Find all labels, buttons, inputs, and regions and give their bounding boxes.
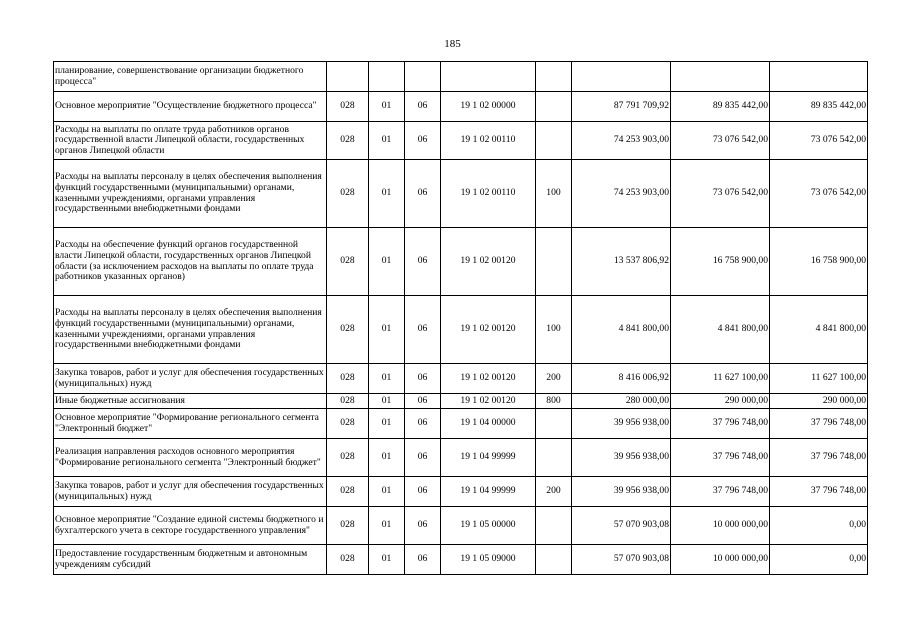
target-article: 19 1 04 00000: [441, 409, 536, 439]
amount-2021: 4 841 800,00: [770, 296, 868, 364]
amount-2020: 73 076 542,00: [671, 160, 770, 228]
amount-2020: 37 796 748,00: [671, 477, 770, 507]
expense-type: 100: [536, 160, 572, 228]
amount-2020: 290 000,00: [671, 394, 770, 409]
target-article: 19 1 04 99999: [441, 477, 536, 507]
row-name: Расходы на обеспечение функций органов государственной власти Липецкой области, государственных органов Липецкой области (за исключением расходов на выплаты по оплате труда работников указанных органов): [54, 228, 327, 296]
subsection-code: 06: [405, 92, 441, 122]
admin-code: 028: [327, 477, 369, 507]
amount-2021: 11 627 100,00: [770, 364, 868, 394]
amount-2021: [770, 62, 868, 92]
subsection-code: 06: [405, 439, 441, 477]
row-name: планирование, совершенствование организации бюджетного процесса": [54, 62, 327, 92]
target-article: 19 1 04 99999: [441, 439, 536, 477]
amount-2019: 39 956 938,00: [572, 409, 671, 439]
subsection-code: 06: [405, 296, 441, 364]
admin-code: 028: [327, 160, 369, 228]
table-row: [54, 160, 868, 228]
section-code: 01: [369, 228, 405, 296]
amount-2021: 0,00: [770, 545, 868, 575]
expense-type: [536, 507, 572, 545]
expense-type: [536, 409, 572, 439]
subsection-code: 06: [405, 409, 441, 439]
budget-table: [53, 61, 868, 575]
target-article: 19 1 02 00120: [441, 394, 536, 409]
section-code: [369, 62, 405, 92]
section-code: 01: [369, 122, 405, 160]
expense-type: 800: [536, 394, 572, 409]
row-name: Расходы на выплаты персоналу в целях обеспечения выполнения функций государственными (муниципальными) органами, казенными учреждениями, органами управления государственными внебюджетными фондами: [54, 160, 327, 228]
admin-code: 028: [327, 92, 369, 122]
amount-2021: 89 835 442,00: [770, 92, 868, 122]
amount-2019: 280 000,00: [572, 394, 671, 409]
subsection-code: 06: [405, 160, 441, 228]
amount-2020: 37 796 748,00: [671, 409, 770, 439]
row-name: Иные бюджетные ассигнования: [54, 394, 327, 409]
table-row: [54, 507, 868, 545]
expense-type: 200: [536, 477, 572, 507]
amount-2020: 73 076 542,00: [671, 122, 770, 160]
table-row: [54, 62, 868, 92]
section-code: 01: [369, 477, 405, 507]
expense-type: [536, 62, 572, 92]
table-row: [54, 409, 868, 439]
expense-type: [536, 92, 572, 122]
expense-type: [536, 439, 572, 477]
subsection-code: 06: [405, 228, 441, 296]
amount-2021: 290 000,00: [770, 394, 868, 409]
admin-code: 028: [327, 122, 369, 160]
target-article: [441, 62, 536, 92]
target-article: 19 1 02 00120: [441, 364, 536, 394]
row-name: Основное мероприятие "Создание единой системы бюджетного и бухгалтерского учета в секторе государственного управления": [54, 507, 327, 545]
expense-type: [536, 545, 572, 575]
table-row: [54, 477, 868, 507]
row-name: Основное мероприятие "Осуществление бюджетного процесса": [54, 92, 327, 122]
expense-type: [536, 122, 572, 160]
expense-type: 200: [536, 364, 572, 394]
amount-2021: 73 076 542,00: [770, 160, 868, 228]
row-name: Основное мероприятие "Формирование регионального сегмента "Электронный бюджет": [54, 409, 327, 439]
subsection-code: 06: [405, 507, 441, 545]
subsection-code: 06: [405, 477, 441, 507]
amount-2021: 37 796 748,00: [770, 409, 868, 439]
amount-2019: 13 537 806,92: [572, 228, 671, 296]
subsection-code: 06: [405, 122, 441, 160]
amount-2020: [671, 62, 770, 92]
section-code: 01: [369, 439, 405, 477]
admin-code: 028: [327, 409, 369, 439]
target-article: 19 1 02 00000: [441, 92, 536, 122]
expense-type: [536, 228, 572, 296]
section-code: 01: [369, 92, 405, 122]
admin-code: 028: [327, 364, 369, 394]
admin-code: 028: [327, 228, 369, 296]
amount-2021: 73 076 542,00: [770, 122, 868, 160]
amount-2019: 74 253 903,00: [572, 160, 671, 228]
target-article: 19 1 02 00110: [441, 160, 536, 228]
target-article: 19 1 02 00110: [441, 122, 536, 160]
amount-2021: 16 758 900,00: [770, 228, 868, 296]
page-number: 185: [444, 38, 461, 50]
row-name: Предоставление государственным бюджетным и автономным учреждениям субсидий: [54, 545, 327, 575]
admin-code: 028: [327, 507, 369, 545]
amount-2019: 39 956 938,00: [572, 439, 671, 477]
amount-2019: 74 253 903,00: [572, 122, 671, 160]
table-row: [54, 394, 868, 409]
row-name: Реализация направления расходов основного мероприятия "Формирование регионального сегмента "Электронный бюджет": [54, 439, 327, 477]
admin-code: 028: [327, 545, 369, 575]
amount-2020: 4 841 800,00: [671, 296, 770, 364]
row-name: Расходы на выплаты персоналу в целях обеспечения выполнения функций государственными (муниципальными) органами, казенными учреждениями, органами управления государственными внебюджетными фондами: [54, 296, 327, 364]
target-article: 19 1 02 00120: [441, 296, 536, 364]
amount-2019: 8 416 006,92: [572, 364, 671, 394]
amount-2021: 37 796 748,00: [770, 477, 868, 507]
amount-2021: 0,00: [770, 507, 868, 545]
amount-2019: 57 070 903,08: [572, 507, 671, 545]
amount-2019: 4 841 800,00: [572, 296, 671, 364]
target-article: 19 1 02 00120: [441, 228, 536, 296]
section-code: 01: [369, 545, 405, 575]
amount-2020: 10 000 000,00: [671, 545, 770, 575]
amount-2021: 37 796 748,00: [770, 439, 868, 477]
target-article: 19 1 05 00000: [441, 507, 536, 545]
section-code: 01: [369, 394, 405, 409]
row-name: Закупка товаров, работ и услуг для обеспечения государственных (муниципальных) нужд: [54, 364, 327, 394]
amount-2020: 10 000 000,00: [671, 507, 770, 545]
amount-2020: 11 627 100,00: [671, 364, 770, 394]
section-code: 01: [369, 160, 405, 228]
admin-code: 028: [327, 296, 369, 364]
amount-2020: 37 796 748,00: [671, 439, 770, 477]
section-code: 01: [369, 296, 405, 364]
amount-2019: 57 070 903,08: [572, 545, 671, 575]
section-code: 01: [369, 364, 405, 394]
amount-2019: 87 791 709,92: [572, 92, 671, 122]
row-name: Расходы на выплаты по оплате труда работников органов государственной власти Липецкой области, государственных органов Липецкой области: [54, 122, 327, 160]
expense-type: 100: [536, 296, 572, 364]
section-code: 01: [369, 507, 405, 545]
table-row: [54, 228, 868, 296]
table-row: [54, 545, 868, 575]
amount-2020: 89 835 442,00: [671, 92, 770, 122]
subsection-code: 06: [405, 394, 441, 409]
table-row: [54, 364, 868, 394]
section-code: 01: [369, 409, 405, 439]
amount-2019: [572, 62, 671, 92]
row-name: Закупка товаров, работ и услуг для обеспечения государственных (муниципальных) нужд: [54, 477, 327, 507]
subsection-code: 06: [405, 545, 441, 575]
subsection-code: [405, 62, 441, 92]
table-row: [54, 296, 868, 364]
subsection-code: 06: [405, 364, 441, 394]
table-row: [54, 122, 868, 160]
admin-code: 028: [327, 394, 369, 409]
amount-2020: 16 758 900,00: [671, 228, 770, 296]
target-article: 19 1 05 09000: [441, 545, 536, 575]
table-row: [54, 439, 868, 477]
table-row: [54, 92, 868, 122]
admin-code: 028: [327, 439, 369, 477]
admin-code: [327, 62, 369, 92]
amount-2019: 39 956 938,00: [572, 477, 671, 507]
